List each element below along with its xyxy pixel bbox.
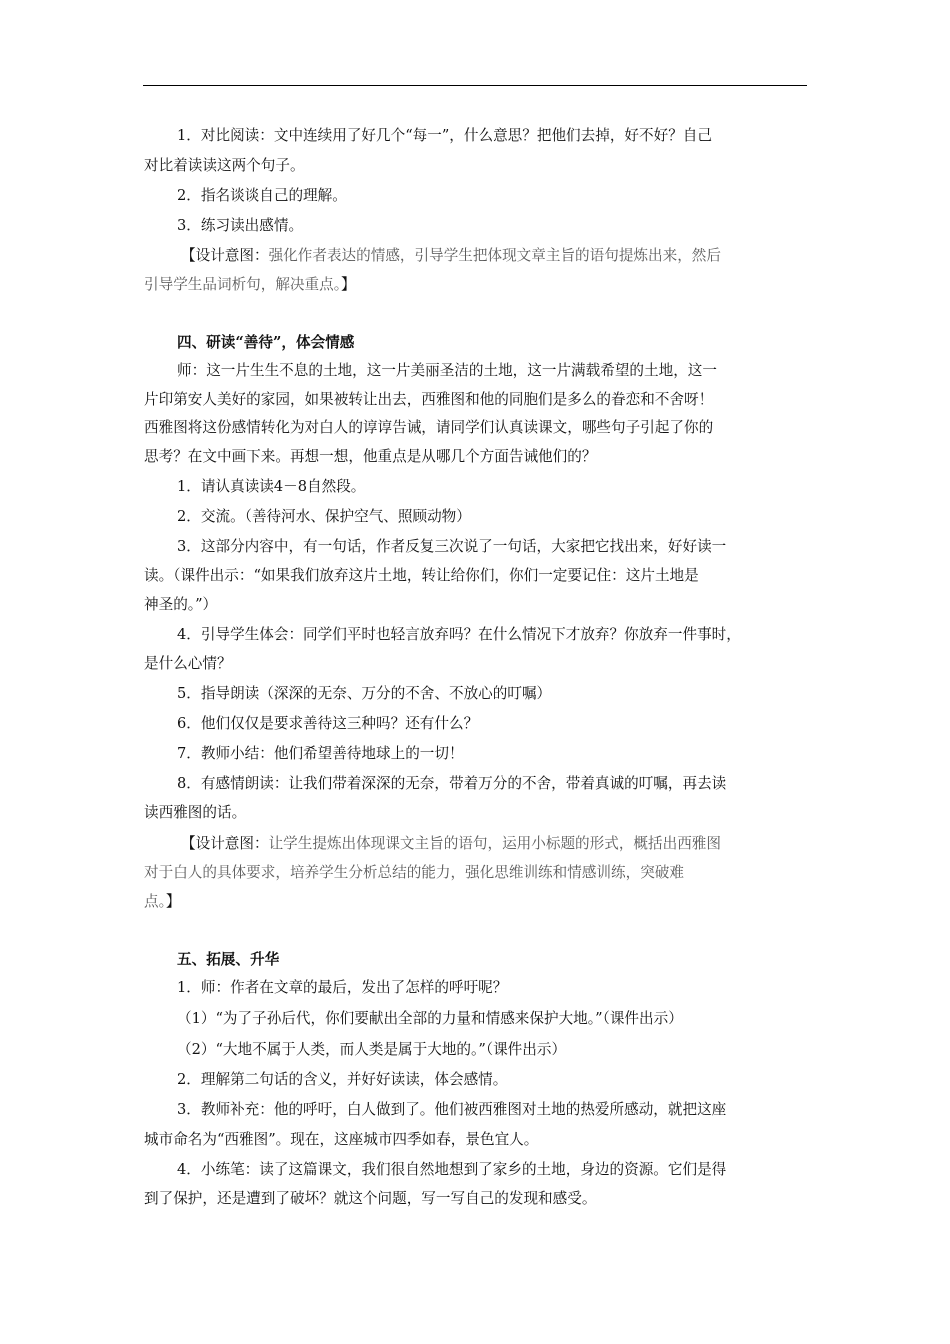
paragraph-line: 3．这部分内容中，有一句话，作者反复三次说了一句话，大家把它找出来，好好读一 <box>177 538 727 555</box>
paragraph-line: 2．指名谈谈自己的理解。 <box>177 187 347 204</box>
paragraph-line: 8．有感情朗读：让我们带着深深的无奈，带着万分的不舍，带着真诚的叮嘱，再去读 <box>177 775 727 792</box>
paragraph-line: 读。（课件出示：“如果我们放弃这片土地，转让给你们，你们一定要记住：这片土地是 <box>144 567 699 584</box>
paragraph-line: 神圣的。”） <box>144 596 218 613</box>
design-intent-line: 引导学生品词析句，解决重点。】 <box>144 276 356 293</box>
paragraph-line: 师：这一片生生不息的土地，这一片美丽圣洁的土地，这一片满载希望的土地，这一 <box>177 362 717 379</box>
design-intent-line: 【设计意图：强化作者表达的情感，引导学生把体现文章主旨的语句提炼出来，然后 <box>181 247 721 264</box>
paragraph-line: 3．教师补充：他的呼吁，白人做到了。他们被西雅图对土地的热爱所感动，就把这座 <box>177 1101 727 1118</box>
header-rule <box>143 85 807 86</box>
paragraph-line: 4．引导学生体会：同学们平时也轻言放弃吗？在什么情况下才放弃？你放弃一件事时， <box>177 626 741 643</box>
design-intent-line: 点。】 <box>144 893 181 910</box>
paragraph-line: 西雅图将这份感情转化为对白人的谆谆告诫，请同学们认真读课文，哪些句子引起了你的 <box>144 419 714 436</box>
paragraph-line: 7．教师小结：他们希望善待地球上的一切！ <box>177 745 464 762</box>
paragraph-line: 1．师：作者在文章的最后，发出了怎样的呼吁呢？ <box>177 979 508 996</box>
paragraph-line: 城市命名为“西雅图”。现在，这座城市四季如春，景色宜人。 <box>144 1131 539 1148</box>
paragraph-line: 对比着读读这两个句子。 <box>144 157 305 174</box>
section-heading: 四、研读“善待”，体会情感 <box>177 334 355 351</box>
paragraph-line: 1．请认真读读4－8自然段。 <box>177 478 366 495</box>
paragraph-line: 4．小练笔：读了这篇课文，我们很自然地想到了家乡的土地，身边的资源。它们是得 <box>177 1161 727 1178</box>
paragraph-line: （2）“大地不属于人类，而人类是属于大地的。”（课件出示） <box>177 1041 567 1058</box>
paragraph-line: 片印第安人美好的家园，如果被转让出去，西雅图和他的同胞们是多么的眷恋和不舍呀！ <box>144 391 714 408</box>
design-intent-line: 【设计意图：让学生提炼出体现课文主旨的语句，运用小标题的形式，概括出西雅图 <box>181 835 721 852</box>
paragraph-line: 是什么心情？ <box>144 655 232 672</box>
paragraph-line: 5．指导朗读（深深的无奈、万分的不舍、不放心的叮嘱） <box>177 685 552 702</box>
paragraph-line: 到了保护，还是遭到了破坏？就这个问题，写一写自己的发现和感受。 <box>144 1190 597 1207</box>
paragraph-line: 3．练习读出感情。 <box>177 217 304 234</box>
section-heading: 五、拓展、升华 <box>177 951 280 968</box>
paragraph-line: 2．理解第二句话的含义，并好好读读，体会感情。 <box>177 1071 508 1088</box>
paragraph-line: 思考？在文中画下来。再想一想，他重点是从哪几个方面告诫他们的？ <box>144 448 597 465</box>
design-intent-line: 对于白人的具体要求，培养学生分析总结的能力，强化思维训练和情感训练，突破难 <box>144 864 684 881</box>
paragraph-line: 读西雅图的话。 <box>144 804 247 821</box>
paragraph-line: （1）“为了子孙后代，你们要献出全部的力量和情感来保护大地。”（课件出示） <box>177 1010 683 1027</box>
paragraph-line: 6．他们仅仅是要求善待这三种吗？还有什么？ <box>177 715 479 732</box>
paragraph-line: 2．交流。（善待河水、保护空气、照顾动物） <box>177 508 471 525</box>
paragraph-line: 1．对比阅读：文中连续用了好几个“每一”，什么意思？把他们去掉，好不好？自己 <box>177 127 712 144</box>
